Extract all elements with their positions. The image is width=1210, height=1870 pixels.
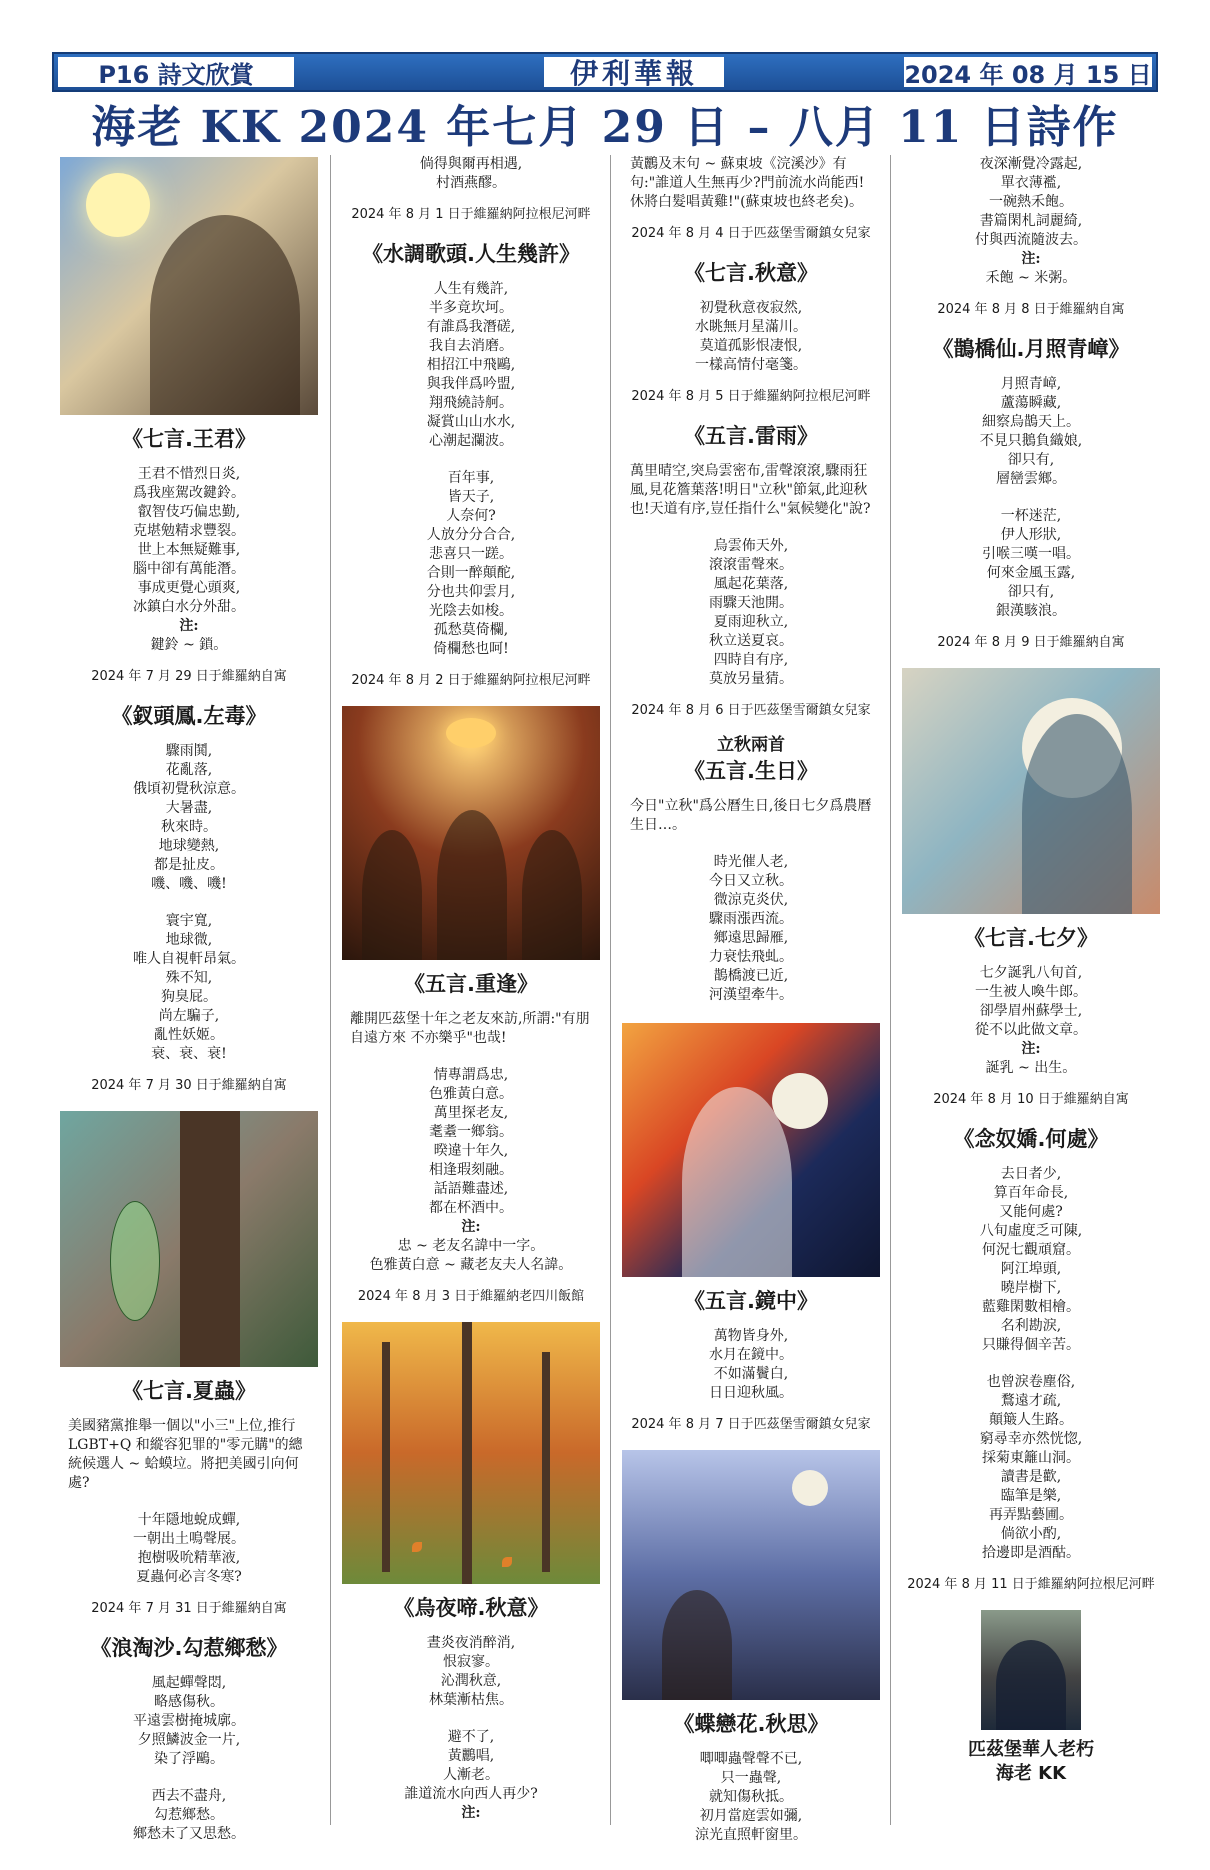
poem-note: 忠 ~ 老友名諱中一字。 色雅黃白意 ~ 藏老友夫人名諱。 [369, 1238, 573, 1273]
poem-verse-continued: 倘得與爾再相遇, 村酒燕醪。 [419, 156, 523, 191]
poem-verse: 避不了, 黃鸝唱, 人漸老。 誰道流水向西人再少? [404, 1729, 538, 1802]
illustration-sage-with-ox [902, 668, 1160, 914]
poem-verse: 月照青嶂, 蘆蕩瞬藏, 細察烏鵲天上。 不見只鵝負織娘, 卻只有, 層巒雲鄉。 [979, 376, 1083, 487]
poem-title: 《五言.重逢》 [404, 972, 538, 996]
note-label: 注: [1021, 1041, 1041, 1057]
poem-date: 2024 年 8 月 2 日于維羅納阿拉根尼河畔 [351, 673, 591, 688]
illustration-cicada-on-tree [60, 1111, 318, 1367]
poem-verse: 唧唧蟲聲聲不已, 只一蟲聲, 就知傷秋抵。 初月當庭雲如彌, 涼光直照軒窗里。 [695, 1751, 807, 1843]
poem-intro: 離開匹茲堡十年之老友來訪,所謂:"有朋自遠方來 不亦樂乎"也哉! [350, 1011, 590, 1046]
note-label: 注: [461, 1219, 481, 1235]
poem-verse: 一杯迷茫, 伊人形狀, 引喉三嘆一唱。 何來金風玉露, 卻只有, 銀漢駭浪。 [982, 508, 1080, 619]
poem-verse: 時光催人老, 今日又立秋。 微涼克炎伏, 驟雨漲西流。 鄉遠思歸雁, 力衰怯飛虬。 鵲橋渡已近, 河漢望牽牛。 [709, 854, 793, 1003]
note-label: 注: [1021, 251, 1041, 267]
poem-verse: 去日者少, 算百年命長, 又能何處? 八旬虛度乏可陳, 何況七觀頑窟。 阿江埠頭, 曉岸樹下, 藍雞閑數相檜。 名利勘淚, 只賺得個辛苦。 [979, 1166, 1083, 1353]
poem-verse: 人生有幾許, 半多竟坎坷。 有誰爲我潛磋, 我自去消磨。 相招江中飛鷗, 與我伴爲吟盟, 翔飛繞詩舸。 凝賞山山水水, 心潮起瀾波。 [426, 281, 516, 449]
poem-title: 《鵲橋仙.月照青嶂》 [932, 337, 1130, 361]
poem-title: 《水調歌頭.人生幾許》 [362, 242, 580, 266]
author-signature: 匹茲堡華人老朽 海老 KK [968, 1739, 1094, 1784]
column-2 [332, 155, 610, 1825]
poem-intro: 今日"立秋"爲公曆生日,後日七夕爲農曆生日…。 [630, 798, 872, 833]
column-4 [892, 155, 1170, 1825]
poem-group-title: 立秋兩首 [717, 735, 785, 755]
poem-title: 《釵頭鳳.左毒》 [111, 704, 267, 728]
column-1 [50, 155, 328, 1842]
sun-icon [86, 173, 150, 237]
poem-verse: 萬物皆身外, 水月在鏡中。 不如滿鬢白, 日日迎秋風。 [709, 1328, 793, 1401]
poem-note: 誕乳 ~ 出生。 [985, 1060, 1077, 1076]
poem-title: 《五言.雷雨》 [684, 424, 818, 448]
poem-date: 2024 年 8 月 1 日于維羅納阿拉根尼河畔 [351, 207, 591, 222]
poem-title: 《念奴嬌.何處》 [953, 1127, 1109, 1151]
section-label: P16 詩文欣賞 [58, 57, 294, 87]
poem-verse: 西去不盡舟, 勾惹鄉愁。 鄉愁未了又思愁。 [133, 1788, 245, 1842]
poem-title: 《七言.王君》 [122, 427, 256, 451]
poem-verse-continued: 夜深漸覺冷露起, 單衣薄襤, 一碗熱禾飽。 書篇閑札詞麗綺, 付與西流隨波去。 [975, 156, 1087, 248]
poem-date: 2024 年 8 月 9 日于維羅納自寓 [937, 635, 1125, 650]
poem-verse: 王君不惜烈日炎, 爲我座駕改鍵鈴。 叡智伎巧偏忠勤, 克堪勉精求豐裂。 世上本無疑難事, 腦中卻有萬能潛。 事成更覺心頭爽, 冰鎮白水分外甜。 [133, 466, 245, 615]
main-title: 海老 KK 2024 年七月 29 日 – 八月 11 日詩作 [91, 102, 1119, 153]
poem-title: 《浪淘沙.勾惹鄉愁》 [90, 1636, 288, 1660]
poem-verse: 七夕誕乳八旬首, 一生被人喚牛郎。 卻學眉州蘇學士, 從不以此做文章。 [975, 965, 1087, 1038]
column-divider [890, 155, 891, 1825]
newspaper-name: 伊利華報 [544, 57, 724, 87]
poem-date: 2024 年 7 月 30 日于維羅納自寓 [91, 1078, 287, 1093]
poem-title: 《蝶戀花.秋思》 [673, 1712, 829, 1736]
issue-date: 2024 年 08 月 15 日 [904, 57, 1152, 87]
poem-date: 2024 年 8 月 11 日于維羅納阿拉根尼河畔 [907, 1577, 1155, 1592]
poem-intro: 萬里晴空,突烏雲密布,雷聲滾滾,驟雨狂風,見花簷葉落!明日"立秋"節氣,此迎秋也!天道有序,豈任指什么"氣候變化"說? [630, 463, 871, 517]
poem-verse: 十年隱地蛻成蟬, 一朝出土鳴聲展。 抱樹吸吮精華液, 夏蟲何必言冬寒? [133, 1512, 245, 1585]
poem-date: 2024 年 8 月 6 日于匹茲堡雪爾鎮女兒家 [631, 703, 871, 718]
poem-date: 2024 年 8 月 8 日于維羅納自寓 [937, 302, 1125, 317]
note-label: 注: [461, 1805, 481, 1821]
poem-date: 2024 年 8 月 4 日于匹茲堡雪爾鎮女兒家 [631, 226, 871, 241]
illustration-night-window-butterflies [622, 1450, 880, 1700]
poem-date: 2024 年 7 月 29 日于維羅納自寓 [91, 669, 287, 684]
poem-date: 2024 年 8 月 10 日于維羅納自寓 [933, 1092, 1129, 1107]
illustration-man-fixing-car [60, 157, 318, 415]
poem-note: 禾飽 ~ 米粥。 [985, 270, 1077, 286]
poem-verse: 百年事, 皆天子, 人奈何? 人放分分合合, 悲喜只一蹉。 合則一醉顛酡, 分也共仰雲月, 光陰去如梭。 孤愁莫倚欄, 倚欄愁也呵! [426, 470, 516, 657]
poem-verse: 也曾淚卷塵俗, 鶩遠才疏, 顛簸人生路。 窮尋幸亦然恍惚, 採菊東籬山洞。 讀書是歡, 臨筆是樂, 再弄點藝圃。 倘欲小酌, 拾邊即是酒酤。 [979, 1374, 1083, 1561]
poem-verse: 晝炎夜消醉消, 恨寂寥。 沁潤秋意, 林葉漸枯焦。 [426, 1635, 516, 1708]
poem-verse: 初覺秋意夜寂然, 水眺無月星滿川。 莫道孤影恨凄恨, 一樣高情付毫箋。 [695, 300, 807, 373]
poem-title: 《七言.七夕》 [964, 926, 1098, 950]
poem-title: 《七言.秋意》 [684, 261, 818, 285]
poem-verse: 烏雲佈天外, 滾滾雷聲來。 風起花葉落, 雨驟天池開。 夏雨迎秋立, 秋立送夏哀。 四時自有序, 莫放另量猜。 [709, 538, 793, 687]
poem-verse: 寰宇寬, 地球微, 唯人自視軒昂氣。 殊不知, 狗臭屁。 尚左騙子, 亂性妖姬。 衰、衰、衰! [133, 913, 245, 1062]
poem-note-continued: 黃鸝及末句 ~ 蘇東坡《浣溪沙》有句:"誰道人生無再少?門前流水尚能西!休將白髮唱黃雞!"(蘇東坡也終老矣)。 [630, 156, 865, 210]
poem-title: 《五言.生日》 [684, 759, 818, 783]
illustration-old-man-mirror [622, 1023, 880, 1277]
note-label: 注: [179, 618, 199, 634]
poem-date: 2024 年 8 月 3 日于維羅納老四川飯館 [357, 1289, 585, 1304]
poem-verse: 驟雨鬨, 花亂落, 俄頃初覺秋涼意。 大暑盡, 秋來時。 地球變熱, 都是扯皮。 嘰、嘰、嘰! [133, 743, 245, 892]
poem-date: 2024 年 7 月 31 日于維羅納自寓 [91, 1601, 287, 1616]
poem-title: 《五言.鏡中》 [684, 1289, 818, 1313]
column-divider [610, 155, 611, 1825]
author-portrait-photo [981, 1610, 1081, 1730]
column-divider [330, 155, 331, 1825]
poem-title: 《七言.夏蟲》 [122, 1379, 256, 1403]
poem-note: 鍵鈴 ~ 鎖。 [150, 637, 228, 653]
column-3 [612, 155, 890, 1843]
poem-intro: 美國豬黨推舉一個以"小三"上位,推行LGBT+Q 和縱容犯罪的"零元購"的總統候選人 ~ 蛤蟆垃。將把美國引向何處? [68, 1418, 303, 1491]
illustration-friends-dining [342, 706, 600, 960]
poem-verse: 情專謂爲忠, 色雅黃白意。 萬里探老友, 耄耋一鄉翁。 暌違十年久, 相逢瑕刻融。 話語難盡述, 都在杯酒中。 [429, 1067, 513, 1216]
poem-date: 2024 年 8 月 5 日于維羅納阿拉根尼河畔 [631, 389, 871, 404]
page-header-bar [52, 52, 1158, 92]
poem-title: 《烏夜啼.秋意》 [393, 1596, 549, 1620]
poem-verse: 風起蟬聲悶, 略感傷秋。 平遠雲樹掩城廓。 夕照鱗波金一片, 染了浮鷗。 [133, 1675, 245, 1767]
poem-date: 2024 年 8 月 7 日于匹茲堡雪爾鎮女兒家 [631, 1417, 871, 1432]
illustration-autumn-forest [342, 1322, 600, 1584]
